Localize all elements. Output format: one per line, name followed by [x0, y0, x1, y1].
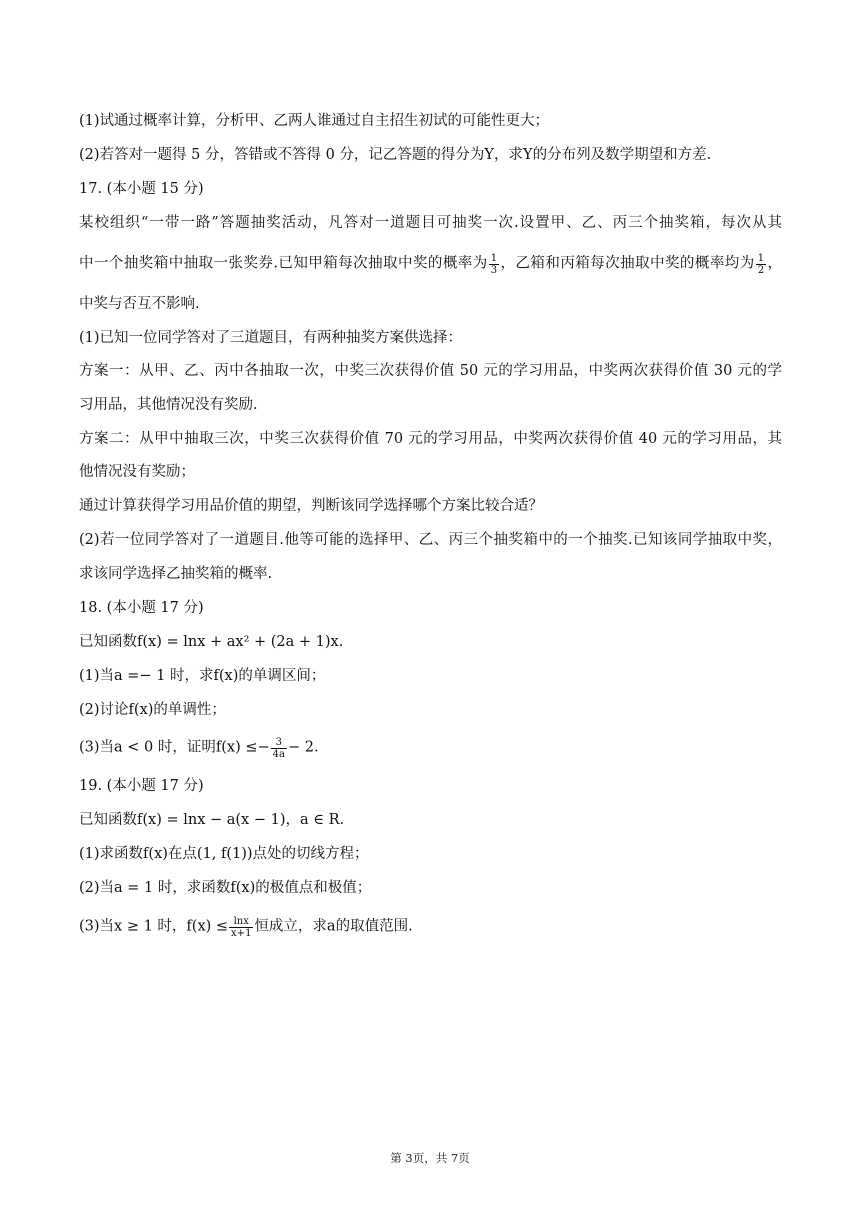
fraction-p-yi: $\frac{1}{2}$: [757, 253, 765, 276]
q17-plan2-line2: 他情况没有奖励；: [79, 464, 195, 480]
q19-part3-a: (3)当x ≥ 1 时，f(x) ≤: [79, 918, 229, 935]
q19-part2: (2)当a = 1 时，求函数f(x)的极值点和极值；: [79, 880, 372, 896]
q18-part2: (2)讨论f(x)的单调性；: [79, 702, 226, 718]
q19-heading: 19. (本小题 17 分): [79, 778, 204, 794]
q17-plan1-line2: 习用品，其他情况没有奖励.: [79, 397, 258, 413]
fraction-p-jia: $\frac{1}{3}$: [490, 253, 498, 276]
q17-heading: 17. (本小题 15 分): [79, 181, 204, 197]
q19-part3-b: 恒成立，求a的取值范围.: [254, 918, 413, 935]
fraction-3-over-4a: $\frac{3}{4a}$: [272, 737, 285, 760]
fraction-lnx-over-x-plus-1: $\frac{\ln x}{x+1}$: [231, 916, 252, 939]
q16-part2: (2)若答对一题得 5 分，答错或不答得 0 分，记乙答题的得分为Y，求Y的分布列及数学期望和方差.: [79, 147, 712, 163]
q18-part3-a: (3)当a < 0 时，证明f(x) ≤−: [79, 739, 270, 756]
q16-part1: (1)试通过概率计算，分析甲、乙两人谁通过自主招生初试的可能性更大；: [79, 113, 550, 129]
q19-part3: [79, 916, 782, 939]
q17-stem-line2-b: ，乙箱和丙箱每次抽取中奖的概率均为: [500, 255, 755, 272]
q17-plan1-line1: 方案一：从甲、乙、丙中各抽取一次，中奖三次获得价值 50 元的学习用品，中奖两次获得价值 30 元的学: [79, 363, 782, 379]
q17-stem-line3: 中奖与否互不影响.: [79, 296, 200, 312]
q17-part1: (1)已知一位同学答对了三道题目，有两种抽奖方案供选择：: [79, 330, 463, 346]
q18-part1: (1)当a =− 1 时，求f(x)的单调区间；: [79, 668, 326, 684]
q17-plan2-line1: 方案二：从甲中抽取三次，中奖三次获得价值 70 元的学习用品，中奖两次获得价值 40 元的学习用品，其: [79, 431, 782, 447]
page-footer: 第 3页，共 7页: [390, 1151, 470, 1165]
q19-part1: (1)求函数f(x)在点(1, f(1))点处的切线方程；: [79, 846, 369, 862]
q18-heading: 18. (本小题 17 分): [79, 600, 204, 616]
q18-stem: 已知函数f(x) = lnx + ax² + (2a + 1)x.: [79, 634, 344, 650]
q18-part3-b: − 2.: [287, 739, 319, 756]
q17-part1-question: 通过计算获得学习用品价值的期望，判断该同学选择哪个方案比较合适？: [79, 498, 543, 514]
q18-part3: [79, 737, 782, 760]
q17-part2-line2: 求该同学选择乙抽奖箱的概率.: [79, 566, 273, 582]
q17-part2-line1: (2)若一位同学答对了一道题目.他等可能的选择甲、乙、丙三个抽奖箱中的一个抽奖.已知该同学抽取中奖，: [79, 532, 782, 548]
q17-stem-line2-a: 中一个抽奖箱中抽取一张奖券.已知甲箱每次抽取中奖的概率为: [79, 255, 488, 272]
q17-stem-line2-c: ，: [767, 255, 783, 272]
q17-stem-line2: [79, 253, 782, 276]
q17-stem-line1: 某校组织“一带一路”答题抽奖活动，凡答对一道题目可抽奖一次.设置甲、乙、丙三个抽奖箱，每次从其: [79, 215, 782, 231]
q19-stem: 已知函数f(x) = lnx − a(x − 1)，a ∈ R.: [79, 812, 345, 828]
